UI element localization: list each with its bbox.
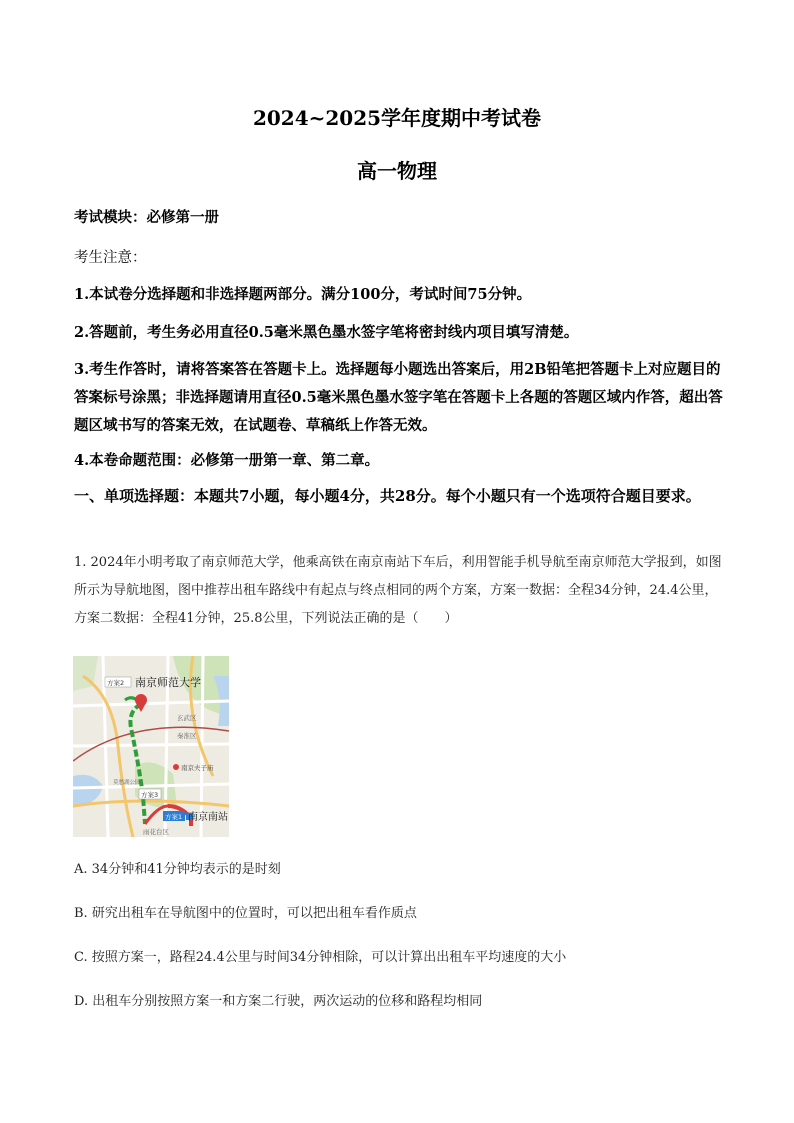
question-1-stem: 1. 2024年小明考取了南京师范大学，他乘高铁在南京南站下车后，利用智能手机导航至南京师范大学报到，如图所示为导航地图，图中推荐出租车路线中有起点与终点相同的两个方案，方案一数据：全程34分钟，24.4公里，方案二数据：全程41分钟，25.8公里，下列说法正确的是（ ） [74, 555, 722, 626]
question-1-option-d: D. 出租车分别按照方案一和方案二行驶，两次运动的位移和路程均相同 [74, 994, 483, 1009]
question-1-option-a: A. 34分钟和41分钟均表示的是时刻 [74, 862, 281, 877]
question-1-option-c: C. 按照方案一，路程24.4公里与时间34分钟相除，可以计算出出租车平均速度的大小 [74, 950, 567, 965]
map-end-label: 南京师范大学 [135, 676, 201, 689]
exam-title: 2024~2025学年度期中考试卷 [252, 106, 542, 130]
map-plan3-label: 方案3 [141, 791, 159, 799]
section-heading: 一、单项选择题：本题共7小题，每小题4分，共28分。每个小题只有一个选项符合题目要求。 [74, 487, 701, 505]
notice-heading: 考生注意： [74, 250, 147, 266]
notice-item-4: 4.本卷命题范围：必修第一册第一章、第二章。 [74, 452, 380, 469]
map-start-label: 南京南站 [188, 812, 228, 823]
notice-item-3: 3.考生作答时，请将答案答在答题卡上。选择题每小题选出答案后，用2B铅笔把答题卡上对应题目的答案标号涂黑；非选择题请用直径0.5毫米黑色墨水签字笔在答题卡上各题的答题区域内作答，超出答题区域书写的答案无效，在试题卷、草稿纸上作答无效。 [74, 361, 723, 434]
map-district-xuanwu: 玄武区 [177, 714, 197, 722]
map-district-yuhuatai: 雨花台区 [143, 828, 169, 836]
question-1-option-b: B. 研究出租车在导航图中的位置时，可以把出租车看作质点 [74, 906, 417, 921]
map-poi-fuzimiao: 南京夫子庙 [181, 764, 214, 772]
exam-module: 考试模块：必修第一册 [74, 209, 219, 226]
navigation-map [73, 656, 229, 837]
notice-item-1: 1.本试卷分选择题和非选择题两部分。满分100分，考试时间75分钟。 [74, 286, 532, 303]
map-district-qinhuai: 秦淮区 [177, 732, 197, 740]
exam-subject: 高一物理 [357, 159, 437, 183]
map-plan1-label: 方案1 [165, 813, 183, 821]
notice-item-2: 2.答题前，考生务必用直径0.5毫米黑色墨水签字笔将密封线内项目填写清楚。 [74, 324, 579, 341]
map-plan2-label: 方案2 [107, 679, 125, 687]
map-poi-mochou: 莫愁湖公园 [113, 780, 141, 786]
